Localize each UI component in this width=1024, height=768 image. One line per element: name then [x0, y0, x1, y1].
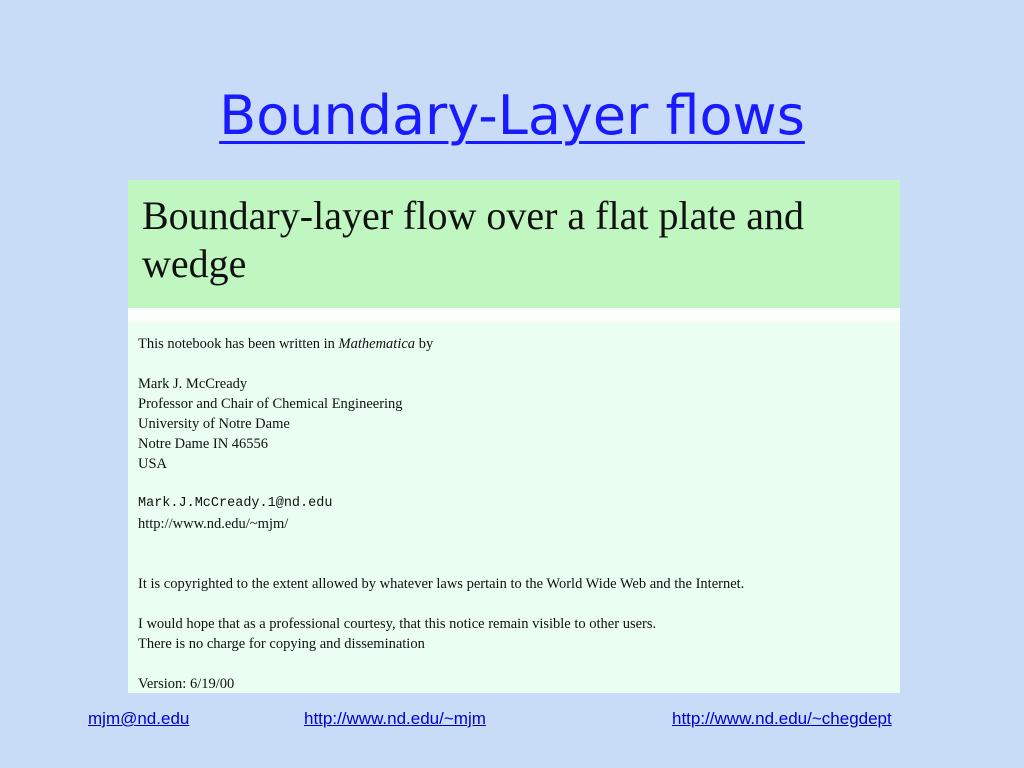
author-country: USA — [138, 456, 168, 472]
author-homepage: http://www.nd.edu/~mjm/ — [138, 516, 289, 532]
courtesy-notice: I would hope that as a professional courtesy, that this notice remain visible to other users. — [138, 616, 657, 632]
author-email: Mark.J.McCready.1@nd.edu — [138, 496, 333, 511]
no-charge-notice: There is no charge for copying and dissemination — [138, 636, 425, 652]
slide-title-text: Boundary-Layer flows — [219, 84, 805, 147]
footer-email-link[interactable]: mjm@nd.edu — [88, 709, 190, 728]
author-address: Notre Dame IN 46556 — [138, 436, 269, 452]
notebook-cell-divider — [128, 308, 900, 322]
copyright-notice: It is copyrighted to the extent allowed by whatever laws pertain to the World Wide Web and the Internet. — [138, 576, 745, 592]
slide-title — [0, 78, 1024, 154]
footer-dept-url-link[interactable]: http://www.nd.edu/~chegdept — [672, 709, 892, 728]
intro-app-name: Mathematica — [338, 336, 416, 352]
notebook-title: Boundary-layer flow over a flat plate and wedge — [142, 193, 804, 286]
author-university: University of Notre Dame — [138, 416, 290, 432]
intro-suffix: by — [415, 336, 434, 352]
author-title: Professor and Chair of Chemical Engineering — [138, 396, 403, 412]
notebook-screenshot — [128, 180, 900, 693]
notebook-title-cell — [128, 180, 900, 308]
intro-prefix: This notebook has been written in — [138, 336, 339, 352]
footer-personal-url-link[interactable]: http://www.nd.edu/~mjm — [304, 709, 486, 728]
author-name: Mark J. McCready — [138, 376, 248, 392]
version-line: Version: 6/19/00 — [138, 676, 235, 692]
notebook-intro-line — [138, 334, 433, 354]
